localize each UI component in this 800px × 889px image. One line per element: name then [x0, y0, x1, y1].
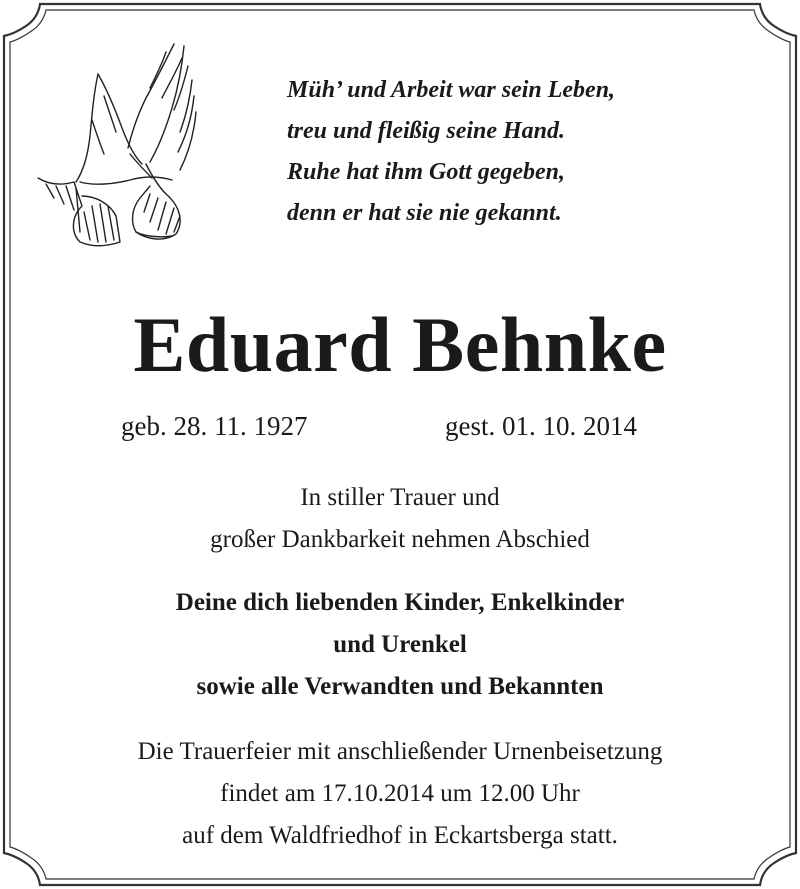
mourning-line: großer Dankbarkeit nehmen Abschied: [210, 526, 590, 553]
family-line: sowie alle Verwandten und Bekannten: [196, 673, 604, 700]
funeral-line: Die Trauerfeier mit anschließender Urnenbeisetzung: [137, 738, 663, 765]
funeral-line: findet am 17.10.2014 um 12.00 Uhr: [220, 780, 580, 807]
funeral-info: [0, 731, 800, 857]
mourning-line: In stiller Trauer und: [300, 484, 500, 511]
death-date: gest. 01. 10. 2014: [445, 411, 637, 441]
poem-line: Ruhe hat ihm Gott gegeben,: [287, 159, 566, 185]
family-signature: [0, 582, 800, 708]
family-line: Deine dich liebenden Kinder, Enkelkinder: [175, 589, 625, 616]
family-line: und Urenkel: [333, 631, 467, 658]
poem-line: treu und fleißig seine Hand.: [287, 118, 566, 144]
birth-date: geb. 28. 11. 1927: [121, 411, 308, 441]
poem-line: denn er hat sie nie gekannt.: [287, 200, 562, 226]
praying-hands-icon: [34, 36, 206, 252]
funeral-line: auf dem Waldfriedhof in Eckartsberga statt.: [182, 822, 618, 849]
poem: [287, 70, 615, 234]
mourning-text: [0, 477, 800, 561]
poem-line: Müh’ und Arbeit war sein Leben,: [287, 77, 616, 103]
deceased-name: Eduard Behnke: [133, 301, 667, 388]
